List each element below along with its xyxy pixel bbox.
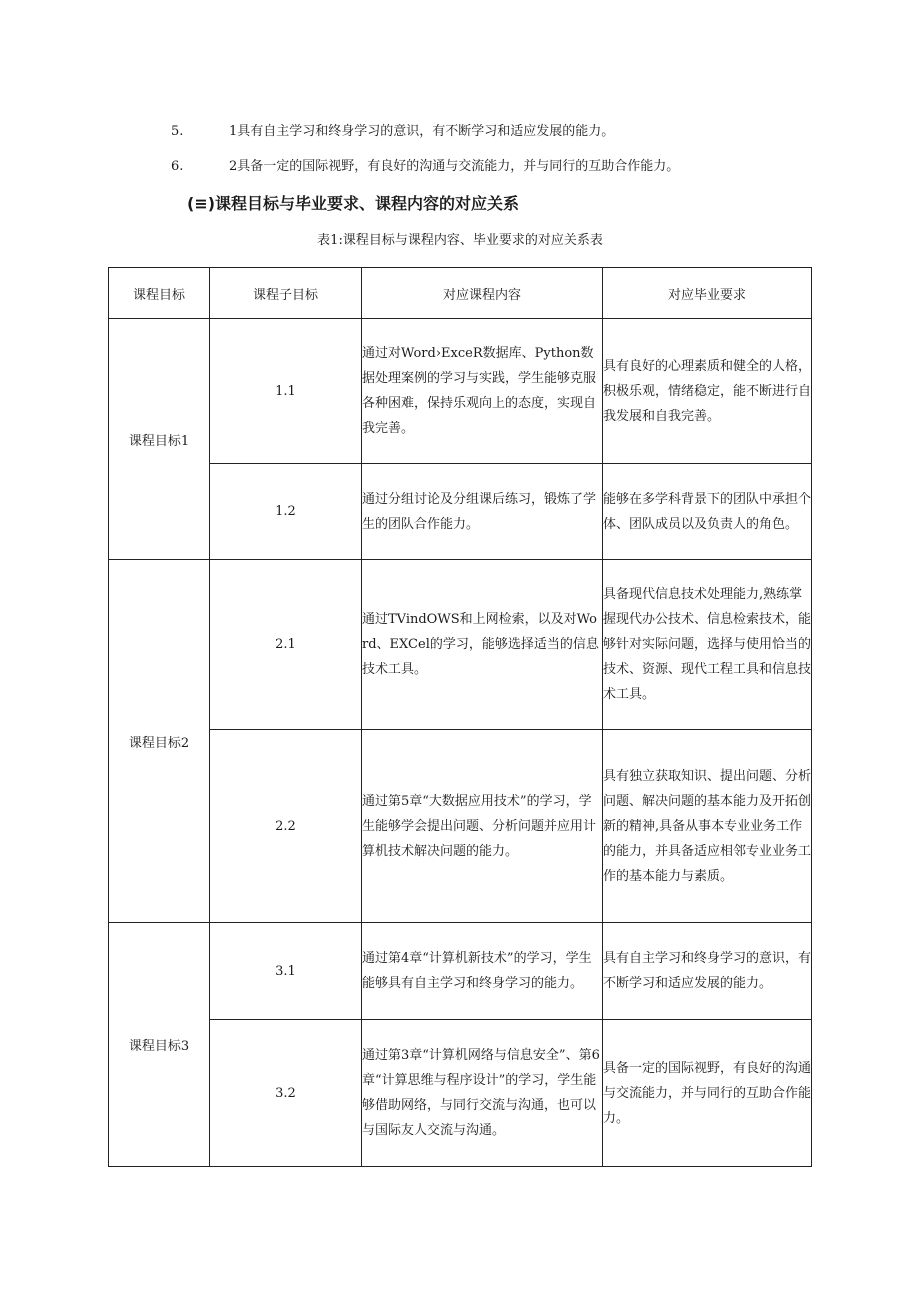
course-goal-cell: 课程目标2 (109, 560, 210, 923)
sub-goal-cell: 1.1 (210, 319, 362, 464)
table-row (109, 464, 812, 560)
list-number: 6. (171, 159, 184, 174)
header-course-goal: 课程目标 (109, 268, 210, 319)
sub-goal-cell: 3.2 (210, 1020, 362, 1167)
sub-goal-cell: 1.2 (210, 464, 362, 560)
graduation-requirement-cell: 能够在多学科背景下的团队中承担个体、团队成员以及负责人的角色。 (603, 464, 812, 560)
mapping-table (108, 267, 812, 1167)
course-content-cell: 通过第4章“计算机新技术”的学习，学生能够具有自主学习和终身学习的能力。 (362, 923, 603, 1020)
sub-goal-cell: 2.2 (210, 730, 362, 923)
table-row (109, 560, 812, 730)
table-row (109, 730, 812, 923)
course-content-cell: 通过第5章“大数据应用技术”的学习，学生能够学会提出问题、分析问题并应用计算机技术解决问题的能力。 (362, 730, 603, 923)
table-row (109, 923, 812, 1020)
list-text: 2具备一定的国际视野，有良好的沟通与交流能力，并与同行的互助合作能力。 (229, 159, 680, 174)
header-graduation-requirement: 对应毕业要求 (603, 268, 812, 319)
sub-goal-cell: 3.1 (210, 923, 362, 1020)
course-content-cell: 通过分组讨论及分组课后练习，锻炼了学生的团队合作能力。 (362, 464, 603, 560)
table-row (109, 1020, 812, 1167)
course-goal-cell: 课程目标1 (109, 319, 210, 560)
course-goal-cell: 课程目标3 (109, 923, 210, 1167)
header-sub-goal: 课程子目标 (210, 268, 362, 319)
header-course-content: 对应课程内容 (362, 268, 603, 319)
graduation-requirement-cell: 具备现代信息技术处理能力,熟练掌握现代办公技术、信息检索技术，能够针对实际问题，选择与使用恰当的技术、资源、现代工程工具和信息技术工具。 (603, 560, 812, 730)
list-number: 5. (171, 124, 184, 139)
course-content-cell: 通过TVindOWS和上网检索，以及对Word、EXCel的学习，能够选择适当的信息技术工具。 (362, 560, 603, 730)
course-content-cell: 通过第3章“计算机网络与信息安全”、第6章“计算思维与程序设计”的学习，学生能够借助网络，与同行交流与沟通，也可以与国际友人交流与沟通。 (362, 1020, 603, 1167)
graduation-requirement-cell: 具有良好的心理素质和健全的人格，积极乐观，情绪稳定，能不断进行自我发展和自我完善。 (603, 319, 812, 464)
table-caption: 表1:课程目标与课程内容、毕业要求的对应关系表 (317, 233, 603, 248)
list-text: 1具有自主学习和终身学习的意识，有不断学习和适应发展的能力。 (229, 124, 615, 139)
sub-goal-cell: 2.1 (210, 560, 362, 730)
graduation-requirement-cell: 具有自主学习和终身学习的意识，有不断学习和适应发展的能力。 (603, 923, 812, 1020)
graduation-requirement-cell: 具备一定的国际视野，有良好的沟通与交流能力，并与同行的互助合作能力。 (603, 1020, 812, 1167)
table-row (109, 319, 812, 464)
course-content-cell: 通过对Word›ExceR数据库、Python数据处理案例的学习与实践，学生能够克服各种困难，保持乐观向上的态度，实现自我完善。 (362, 319, 603, 464)
table-header-row (109, 268, 812, 319)
section-heading: (≡)课程目标与毕业要求、课程内容的对应关系 (187, 194, 520, 213)
graduation-requirement-cell: 具有独立获取知识、提出问题、分析问题、解决问题的基本能力及开拓创新的精神,具备从事本专业业务工作的能力，并具备适应相邻专业业务工作的基本能力与素质。 (603, 730, 812, 923)
